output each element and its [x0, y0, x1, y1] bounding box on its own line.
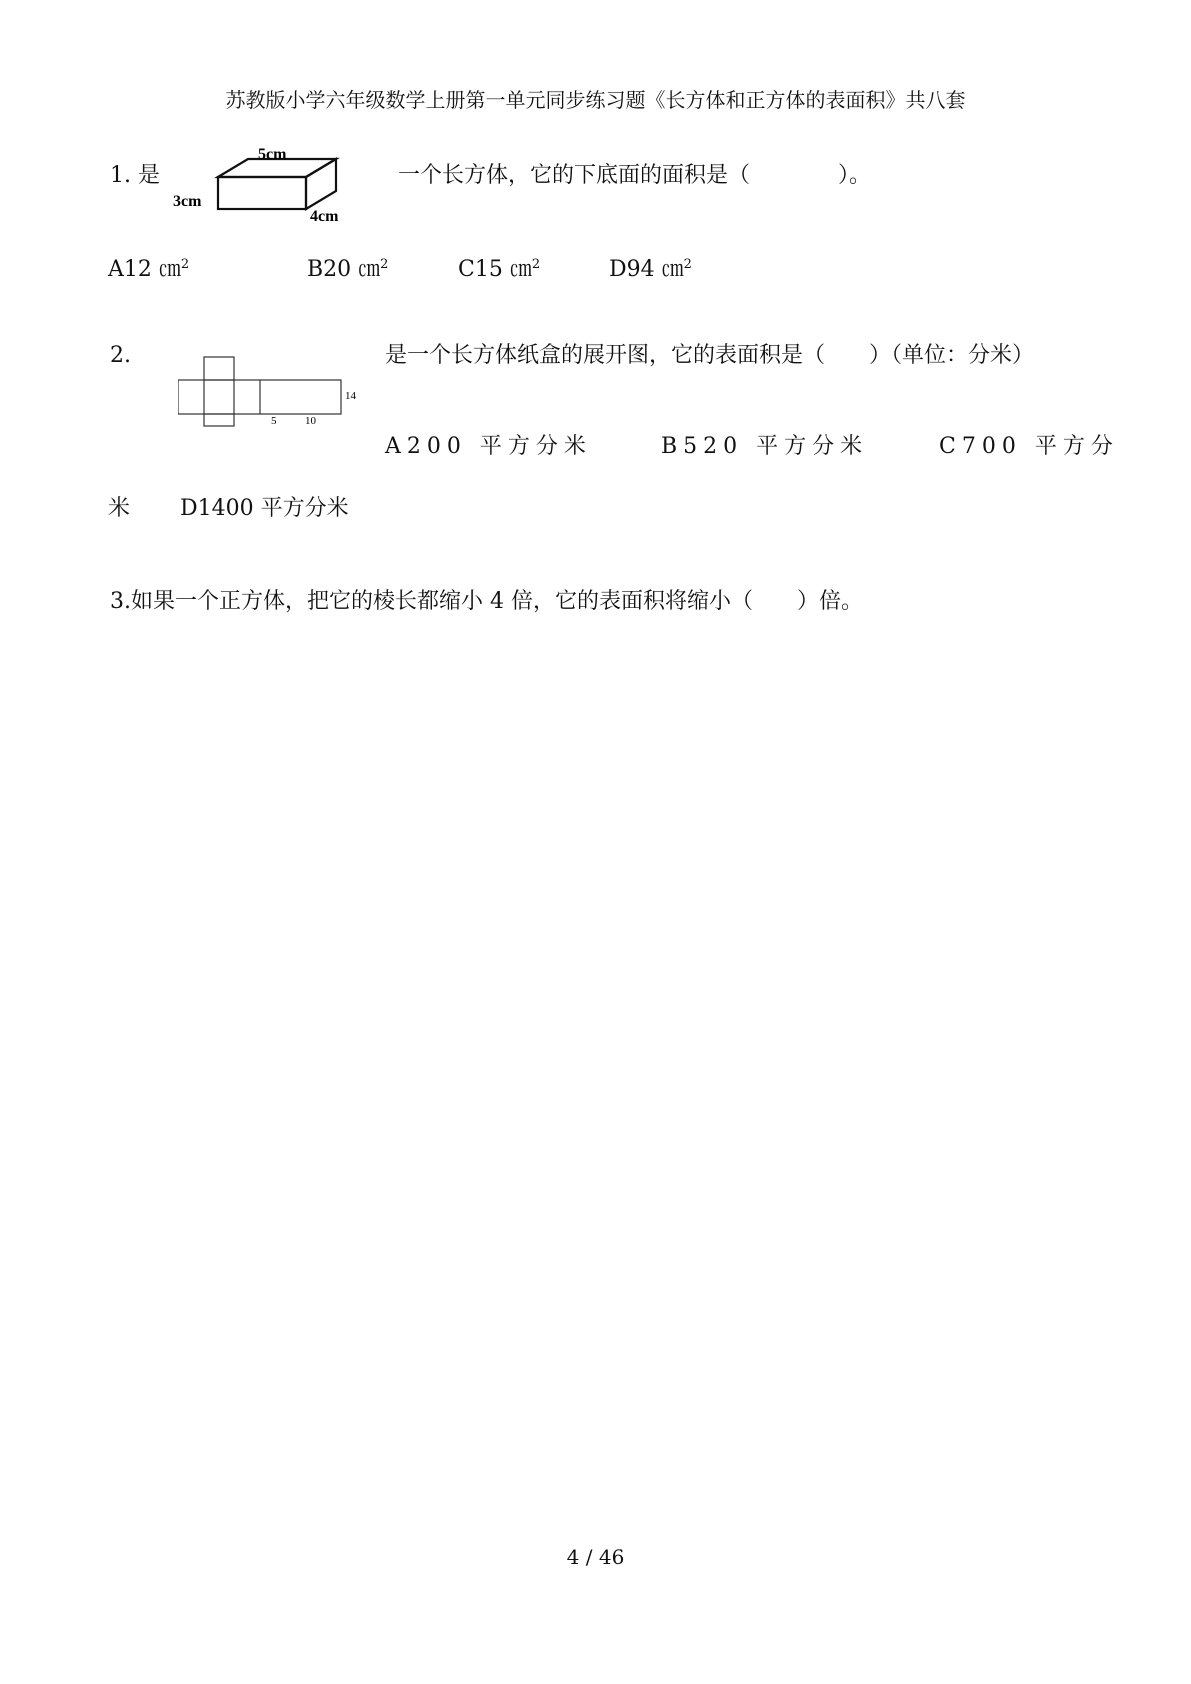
- q2-box-net-figure: [178, 352, 368, 432]
- q1-option-d: D94 ㎝$^2$: [609, 257, 692, 282]
- cuboid-front-face: [218, 177, 306, 209]
- page-number: 4 / 46: [566, 1545, 625, 1569]
- q1-option-c: C15 ㎝$^2$: [458, 257, 541, 282]
- q1-option-b: B20 ㎝$^2$: [307, 257, 389, 282]
- q2-option-d: D1400 平方分米: [180, 496, 349, 521]
- net-label-10: 10: [305, 415, 316, 427]
- q1-question-text: 一个长方体，它的下底面的面积是（ ）。: [398, 163, 872, 188]
- q2-question-text: 是一个长方体纸盒的展开图，它的表面积是（ ）（单位：分米）: [385, 343, 1035, 368]
- net-label-5: 5: [271, 415, 277, 427]
- net-label-14: 14: [345, 390, 356, 402]
- cuboid-width-label: 4cm: [310, 208, 339, 225]
- q2-option-c: C700 平方分: [939, 434, 1119, 459]
- q2-option-b: B520 平方分米: [661, 434, 869, 459]
- q1-number: 1. 是: [110, 163, 160, 188]
- q2-number: 2.: [110, 343, 131, 368]
- document-title: 苏教版小学六年级数学上册第一单元同步练习题《长方体和正方体的表面积》共八套: [225, 88, 966, 112]
- cuboid-side-face: [306, 159, 336, 209]
- q2-option-a: A200 平方分米: [385, 434, 592, 459]
- cuboid-height-label: 3cm: [173, 193, 202, 210]
- q2-option-c-continued: 米: [108, 496, 131, 521]
- cuboid-length-label: 5cm: [258, 146, 287, 163]
- q1-cuboid-figure: [170, 145, 380, 225]
- q1-option-a: A12 ㎝$^2$: [108, 257, 190, 282]
- q3-question-text: 3.如果一个正方体，把它的棱长都缩小 4 倍，它的表面积将缩小（ ）倍。: [110, 589, 863, 614]
